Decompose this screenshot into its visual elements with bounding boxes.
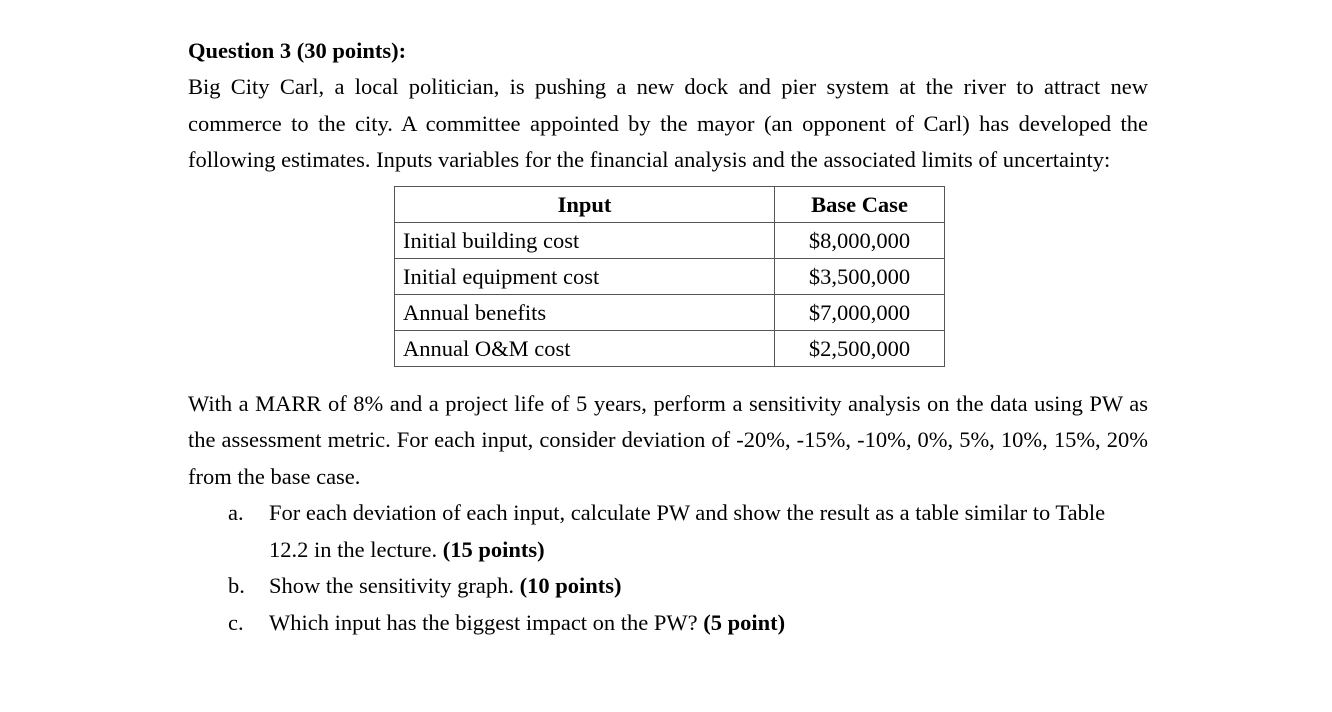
- list-item: [228, 495, 1148, 568]
- inputs-table-container: [394, 186, 1148, 367]
- part-points: (5 point): [703, 609, 786, 635]
- part-text: Show the sensitivity graph.: [269, 573, 514, 598]
- row-input-label: Annual benefits: [395, 294, 775, 330]
- part-text: For each deviation of each input, calculate PW and show the result as a table similar to Table 12.2 in the lecture.: [269, 500, 1106, 562]
- header-base-case: Base Case: [775, 186, 945, 222]
- table-header-row: [395, 186, 945, 222]
- part-marker: b.: [228, 573, 245, 598]
- part-points: (15 points): [442, 536, 545, 562]
- part-points: (10 points): [519, 573, 622, 598]
- row-base-value: $2,500,000: [775, 330, 945, 366]
- row-base-value: $3,500,000: [775, 258, 945, 294]
- table-row: [395, 258, 945, 294]
- part-marker: a.: [228, 500, 244, 525]
- row-input-label: Initial equipment cost: [395, 258, 775, 294]
- row-input-label: Initial building cost: [395, 222, 775, 258]
- table-row: [395, 222, 945, 258]
- header-input: Input: [395, 186, 775, 222]
- part-marker: c.: [228, 609, 244, 635]
- question-document: [188, 33, 1148, 641]
- table-row: [395, 294, 945, 330]
- task-paragraph: With a MARR of 8% and a project life of 5 years, perform a sensitivity analysis on the data using PW as the assessment metric. For each input, consider deviation of -20%, -15%, -10%, 0%, 5%, 10%, 15%, 20% from the base case.: [188, 390, 1148, 489]
- list-item: [228, 568, 1148, 605]
- row-base-value: $7,000,000: [775, 294, 945, 330]
- question-parts-list: [188, 495, 1148, 641]
- inputs-table: [394, 186, 945, 367]
- part-text: Which input has the biggest impact on the PW?: [269, 609, 698, 635]
- list-item: [228, 605, 1148, 642]
- question-intro: Big City Carl, a local politician, is pushing a new dock and pier system at the river to attract new commerce to the city. A committee appointed by the mayor (an opponent of Carl) has developed the following estimates. Inputs variables for the financial analysis and the associated limits of uncertainty:: [188, 74, 1148, 172]
- row-input-label: Annual O&M cost: [395, 330, 775, 366]
- table-row: [395, 330, 945, 366]
- row-base-value: $8,000,000: [775, 222, 945, 258]
- question-title: Question 3 (30 points):: [188, 38, 407, 63]
